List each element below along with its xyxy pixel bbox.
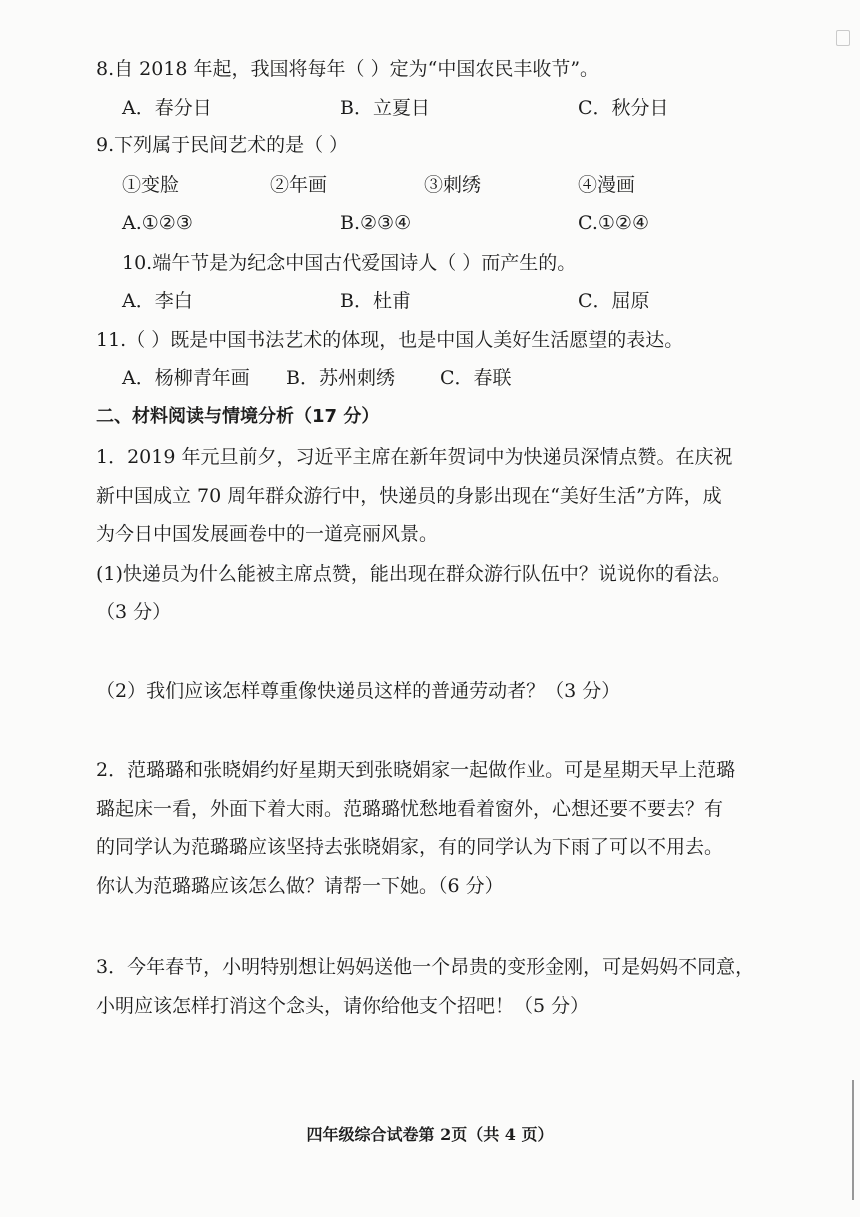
question-11-option-a: A．杨柳青年画 [122, 367, 250, 389]
question-9-stem: 9.下列属于民间艺术的是（ ） [96, 134, 349, 156]
question-11-stem: 11.（ ）既是中国书法艺术的体现，也是中国人美好生活愿望的表达。 [96, 329, 684, 351]
s1-line-2: 新中国成立 70 周年群众游行中，快递员的身影出现在“美好生活”方阵，成 [96, 485, 722, 507]
question-8-stem: 8.自 2018 年起，我国将每年（ ）定为“中国农民丰收节”。 [96, 58, 600, 80]
scan-corner-mark [836, 30, 850, 46]
question-9-option-a: A.①②③ [122, 212, 193, 234]
s1-sub2: （2）我们应该怎样尊重像快递员这样的普通劳动者？（3 分） [96, 680, 621, 702]
question-10-option-b: B．杜甫 [340, 290, 411, 312]
question-10-option-c: C．屈原 [578, 290, 650, 312]
question-9-item-1: ①变脸 [122, 174, 180, 196]
section-2-title: 二、材料阅读与情境分析（17 分） [96, 406, 380, 427]
s2-line-2: 璐起床一看，外面下着大雨。范璐璐忧愁地看着窗外，心想还要不要去？有 [96, 798, 724, 820]
s1-sub1-line-1: (1)快递员为什么能被主席点赞，能出现在群众游行队伍中？说说你的看法。 [96, 563, 731, 585]
question-11-option-b: B．苏州刺绣 [286, 367, 395, 389]
s1-line-3: 为今日中国发展画卷中的一道亮丽风景。 [96, 523, 439, 545]
s2-line-3: 的同学认为范璐璐应该坚持去张晓娟家，有的同学认为下雨了可以不用去。 [96, 836, 724, 858]
question-9-item-4: ④漫画 [578, 174, 636, 196]
s1-sub1-line-2: （3 分） [96, 601, 172, 623]
question-9-item-3: ③刺绣 [424, 174, 482, 196]
question-8-option-a: A．春分日 [122, 97, 212, 119]
question-8-option-c: C．秋分日 [578, 97, 669, 119]
question-10-stem: 10.端午节是为纪念中国古代爱国诗人（ ）而产生的。 [122, 252, 577, 274]
question-10-option-a: A．李白 [122, 290, 193, 312]
scan-edge-shadow [852, 1080, 854, 1200]
s3-line-2: 小明应该怎样打消这个念头，请你给他支个招吧！（5 分） [96, 995, 590, 1017]
question-11-option-c: C．春联 [440, 367, 512, 389]
question-9-option-b: B.②③④ [340, 212, 412, 234]
question-9-item-2: ②年画 [270, 174, 328, 196]
s1-line-1: 1．2019 年元旦前夕，习近平主席在新年贺词中为快递员深情点赞。在庆祝 [96, 446, 733, 468]
s3-line-1: 3．今年春节，小明特别想让妈妈送他一个昂贵的变形金刚，可是妈妈不同意， [96, 956, 755, 978]
question-8-option-b: B．立夏日 [340, 97, 430, 119]
question-9-option-c: C.①②④ [578, 212, 649, 234]
page-footer: 四年级综合试卷第 2页（共 4 页） [306, 1125, 554, 1144]
s2-line-1: 2．范璐璐和张晓娟约好星期天到张晓娟家一起做作业。可是星期天早上范璐 [96, 759, 736, 781]
s2-line-4: 你认为范璐璐应该怎么做？请帮一下她。（6 分） [96, 875, 504, 897]
